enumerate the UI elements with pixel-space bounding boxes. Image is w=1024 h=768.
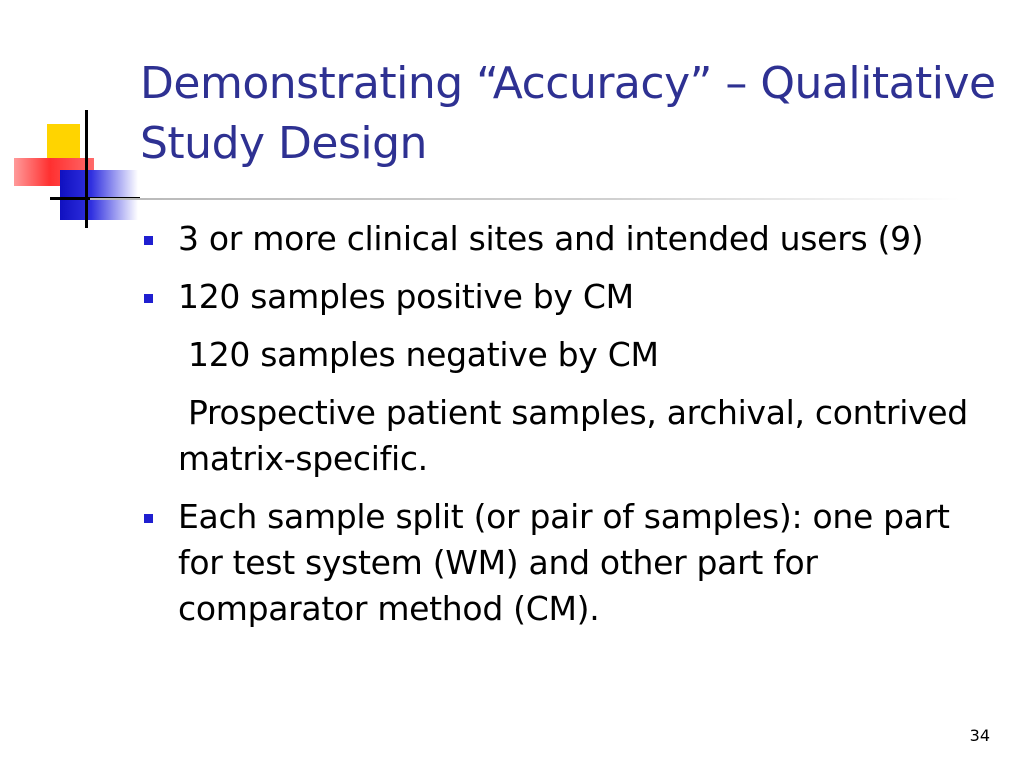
- title-divider: [90, 198, 960, 200]
- bullet-item: [140, 216, 990, 262]
- continuation-text: 120 samples negative by CM: [188, 335, 659, 374]
- vertical-line-decoration: [85, 110, 88, 228]
- bullet-text: 120 samples positive by CM: [178, 277, 634, 316]
- bullet-text: 3 or more clinical sites and intended users (9): [178, 219, 924, 258]
- bullet-marker-icon: [144, 294, 153, 303]
- continuation-text: Prospective patient samples, archival, contrived matrix-specific.: [178, 393, 968, 478]
- bullet-marker-icon: [144, 236, 153, 245]
- continuation-item: [140, 332, 990, 378]
- bullet-item: [140, 494, 990, 632]
- page-number: 34: [969, 726, 990, 745]
- bullet-text: Each sample split (or pair of samples): one part for test system (WM) and other part for comparator method (CM).: [178, 497, 950, 628]
- slide-body: [140, 216, 990, 644]
- decorative-logo: [0, 100, 150, 240]
- slide-title: Demonstrating “Accuracy” – Qualitative Study Design: [140, 58, 996, 169]
- bullet-marker-icon: [144, 514, 153, 523]
- blue-square-decoration: [60, 170, 138, 220]
- bullet-item: [140, 274, 990, 320]
- continuation-item: [140, 390, 990, 482]
